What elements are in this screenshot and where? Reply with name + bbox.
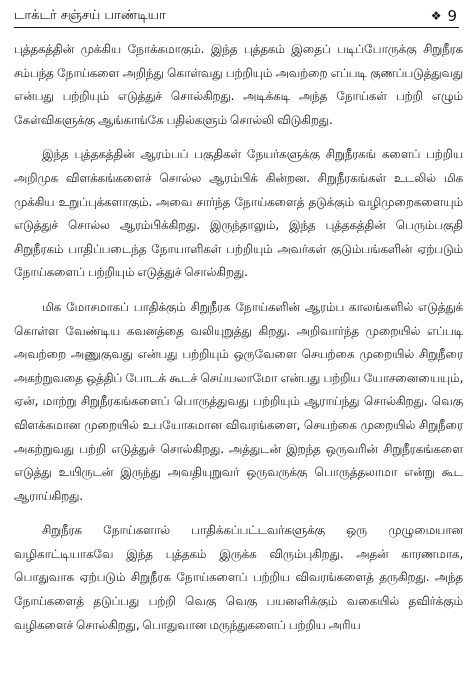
paragraph: மிக மோசமாகப் பாதிக்கும் சிறுநீரக நோய்களின் ஆரம்ப காலங்களில் எடுத்துக் கொள்ள வேண்டிய கவனத்தை வலியுறுத்து கிறது. அறிவார்ந்த முறையில் எப்படி அவற்றை அணுகுவது என்பது பற்றியும் ஒருவேளை செயற்கை முறையில் சிறுநீரை அகற்றுவதை ஒத்திப் போடக் கூடச் செய்யலாமோ என்பது பற்றிய யோசனையையும், ஏன், மாற்று சிறுநீரகங்களைப் பொருத்துவது பற்றியும் ஆராய்ந்து சொல்கிறது. வெகு விளக்கமான முறையில் உபயோகமான விவரங்களை, செயற்கை முறையில் சிறுநீரை அகற்றுவது பற்றி எடுத்துச் சொல்கிறது. அத்துடன் இறந்த ஒருவரின் சிறுநீரகங்களை எடுத்து உயிருடன் இருந்து அவதியுறுவர் ஒருவருக்கு பொருத்தலாமா என்று கூட ஆராய்கிறது. xyxy=(14,299,463,503)
four-pointed-star-icon: ❖ xyxy=(430,9,442,23)
body-text xyxy=(14,38,463,637)
page-number: 9 xyxy=(447,7,457,25)
page-marker xyxy=(431,8,459,24)
paragraph: இந்த புத்தகத்தின் ஆரம்பப் பகுதிகள் நேயர்களுக்கு சிறுநீரகங் களைப் பற்றிய அறிமுக விளக்கங்களைச் சொல்ல ஆரம்பிக் கின்றன. சிறுநீரகங்கள் உடலில் மிக முக்கிய உறுப்புக்களாகும். அவை சார்ந்த நோய்களைத் தடுக்கும் வழிமுறைகளையும் எடுத்துச் சொல்ல ஆரம்பிக்கிறது. இருந்தாலும், இந்த புத்தகத்தின் பெரும்பகுதி சிறுநீரகம் பாதிப்படைந்த நோயாளிகள் பற்றியும் அவர்கள் குடும்பங்களின் ஏற்படும் நோய்களைப் பற்றியும் எடுத்துச் சொல்கிறது. xyxy=(14,147,463,280)
paragraph: சிறுநீரக நோய்களால் பாதிக்கப்பட்டவர்களுக்கு ஒரு முழுமையான வழிகாட்டியாகவே இந்த புத்தகம் இருக்க விரும்புகிறது. அதன் காரணமாக, பொதுவாக ஏற்படும் சிறுநீரக நோய்களைப் பற்றிய விவரங்களைத் தருகிறது. அந்த நோய்களைத் தடுப்பது பற்றி வெகு வெகு பயனளிக்கும் வகையில் தவிர்க்கும் வழிகளைச் சொல்கிறது, பொதுவான மருந்துகளைப் பற்றிய அரிய xyxy=(14,523,463,632)
running-title: டாக்டர் சஞ்சய் பாண்டியா xyxy=(14,8,166,23)
running-header xyxy=(14,4,459,28)
paragraph: புத்தகத்தின் முக்கிய நோக்கமாகும். இந்த புத்தகம் இதைப் படிப்போருக்கு சிறுநீரக சம்பந்த நோய்களை அறிந்து கொள்வது பற்றியும் அவற்றை எப்படி குணப்படுத்துவது என்பது பற்றியும் எடுத்துச் சொல்கிறது. அடிக்கடி அந்த நோய்கள் பற்றி எழும் கேள்விகளுக்கு ஆங்காங்கே பதில்களும் சொல்லி விடுகிறது. xyxy=(14,42,463,127)
